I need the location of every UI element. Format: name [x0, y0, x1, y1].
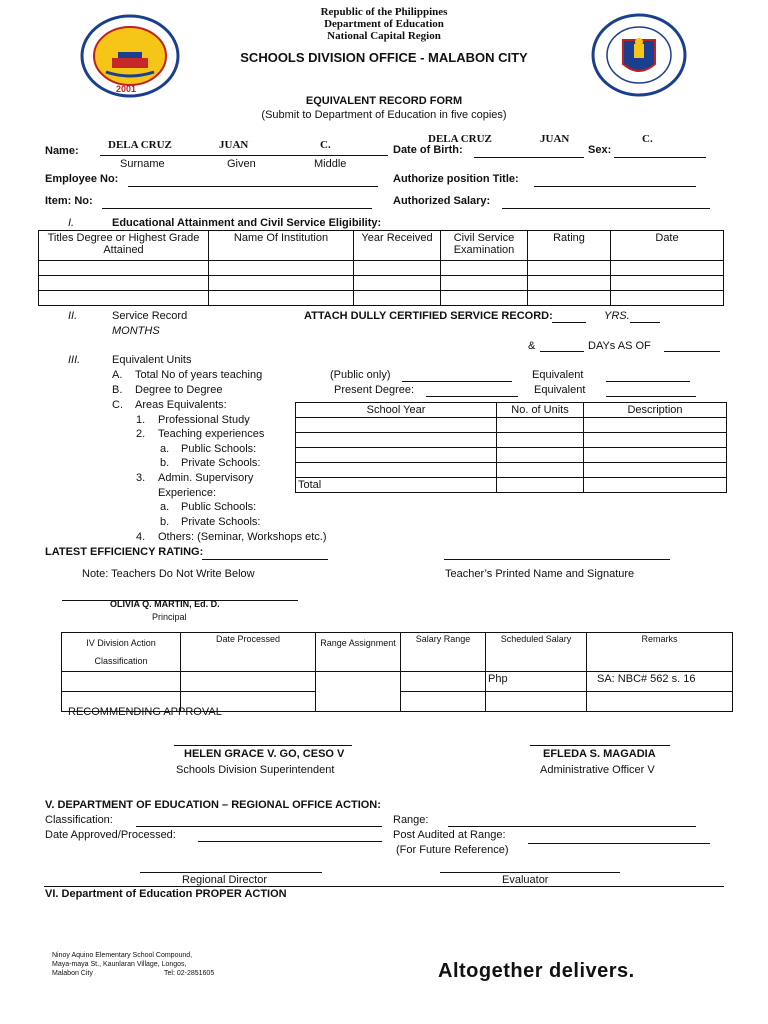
item-b-text: Degree to Degree — [135, 384, 223, 396]
given-caption: Given — [227, 158, 256, 170]
item-c2a-marker: a. — [160, 443, 170, 455]
section-3-title: Equivalent Units — [112, 354, 192, 366]
table-row — [296, 418, 727, 433]
section-1-number: I. — [68, 217, 75, 229]
item-c3b-text: Private Schools: — [181, 516, 261, 528]
edu-header-year: Year Received — [354, 231, 441, 261]
sex-label: Sex: — [588, 144, 612, 156]
teachers-note: Note: Teachers Do Not Write Below — [82, 568, 255, 580]
header-office: SCHOOLS DIVISION OFFICE - MALABON CITY — [240, 50, 528, 65]
dob-label: Date of Birth: — [393, 144, 463, 156]
table-row — [296, 433, 727, 448]
section-5-title: V. DEPARTMENT OF EDUCATION – REGIONAL OFFICE ACTION: — [45, 799, 381, 811]
item-c3-text-2: Experience: — [158, 487, 217, 499]
header-republic: Republic of the Philippines — [320, 6, 448, 18]
section-1-title: Educational Attainment and Civil Service Eligibility: — [112, 217, 382, 229]
years-field[interactable] — [552, 322, 586, 323]
footer-address-2: Maya-maya St., Kaunlaran Village, Longos, — [52, 961, 187, 968]
footer-telephone: Tel: 02-2851605 — [164, 970, 215, 977]
item-c3-text: Admin. Supervisory — [158, 472, 254, 484]
given-value[interactable]: JUAN — [219, 139, 249, 151]
edu-header-title: Titles Degree or Highest Grade Attained — [39, 231, 209, 261]
edu-header-exam: Civil Service Examination — [441, 231, 528, 261]
php-cell: Php — [486, 672, 587, 692]
middle-caption: Middle — [314, 158, 347, 170]
present-degree-label: Present Degree: — [334, 384, 415, 396]
item-c-text: Areas Equivalents: — [135, 399, 227, 411]
item-c2-text: Teaching experiences — [158, 428, 265, 440]
remarks-cell: SA: NBC# 562 s. 16 — [587, 672, 733, 692]
units-total-label: Total — [296, 478, 497, 493]
item-c2b-text: Private Schools: — [181, 457, 261, 469]
edu-header-date: Date — [611, 231, 724, 261]
division-action-table — [61, 632, 733, 712]
section-divider — [44, 886, 724, 887]
efficiency-rating-field[interactable] — [202, 559, 328, 560]
table-row — [39, 276, 724, 291]
units-header-description: Description — [584, 403, 727, 418]
item-b-marker: B. — [112, 384, 123, 396]
item-c1-text: Professional Study — [158, 414, 250, 426]
months-label: MONTHS — [112, 325, 160, 337]
teacher-signature-line[interactable] — [444, 559, 670, 560]
dob-middle-value[interactable]: C. — [642, 133, 653, 145]
days-field[interactable] — [540, 351, 584, 352]
teacher-signature-caption: Teacher’s Printed Name and Signature — [445, 568, 635, 580]
form-subtitle: (Submit to Department of Education in five copies) — [261, 109, 507, 121]
service-record-label: Service Record — [112, 310, 188, 322]
section-3-number: III. — [68, 354, 81, 366]
position-title-field[interactable] — [534, 186, 696, 187]
table-row — [296, 448, 727, 463]
edu-header-institution: Name Of Institution — [209, 231, 354, 261]
ampersand: & — [528, 340, 536, 352]
table-row — [296, 478, 727, 493]
equivalent-label-2: Equivalent — [534, 384, 586, 396]
table-row — [62, 672, 733, 692]
date-approved-field[interactable] — [198, 841, 382, 842]
item-c-marker: C. — [112, 399, 123, 411]
section-6-title: VI. Department of Education PROPER ACTION — [45, 888, 287, 900]
table-row — [296, 463, 727, 478]
principal-name: OLIVIA Q. MARTIN, Ed. D. — [110, 599, 220, 609]
attach-service-record: ATTACH DULLY CERTIFIED SERVICE RECORD: — [304, 310, 553, 322]
ao-title: Administrative Officer V — [540, 764, 655, 776]
ao-signature-line — [530, 745, 670, 746]
equivalent-field-2[interactable] — [606, 396, 696, 397]
item-no-field[interactable] — [102, 208, 372, 209]
dob-field[interactable] — [474, 157, 584, 158]
item-c3a-marker: a. — [160, 501, 170, 513]
date-approved-label: Date Approved/Processed: — [45, 829, 176, 841]
classification-label: Classification: — [45, 814, 113, 826]
regional-director-signature-line — [140, 872, 322, 873]
div-header-remarks: Remarks — [587, 633, 733, 672]
classification-field[interactable] — [136, 826, 382, 827]
public-only-field[interactable] — [402, 381, 512, 382]
equivalent-label-1: Equivalent — [532, 369, 584, 381]
footer-address-3: Malabon City — [52, 970, 93, 977]
present-degree-field[interactable] — [426, 396, 518, 397]
principal-title: Principal — [152, 612, 187, 622]
superintendent-title: Schools Division Superintendent — [176, 764, 335, 776]
item-c4-text: Others: (Seminar, Workshops etc.) — [158, 531, 327, 543]
evaluator-signature-line — [440, 872, 620, 873]
item-c1-marker: 1. — [136, 414, 146, 426]
div-header-classification: IV Division Action Classification — [62, 633, 181, 672]
post-audited-field[interactable] — [528, 843, 710, 844]
units-header-no-units: No. of Units — [497, 403, 584, 418]
regional-director-caption: Regional Director — [182, 874, 267, 886]
units-header-school-year: School Year — [296, 403, 497, 418]
item-a-marker: A. — [112, 369, 123, 381]
header-region: National Capital Region — [327, 30, 441, 42]
post-audited-label: Post Audited at Range: — [393, 829, 506, 841]
superintendent-signature-line — [174, 745, 352, 746]
efficiency-rating-label: LATEST EFFICIENCY RATING: — [45, 546, 204, 558]
range-label: Range: — [393, 814, 429, 826]
authorized-salary-field[interactable] — [502, 208, 710, 209]
form-title: EQUIVALENT RECORD FORM — [305, 95, 463, 107]
middle-value[interactable]: C. — [320, 139, 331, 151]
section-2-number: II. — [68, 310, 78, 322]
seal-right — [590, 12, 688, 98]
table-row — [39, 261, 724, 276]
surname-caption: Surname — [120, 158, 165, 170]
days-as-of-label: DAYs AS OF — [588, 340, 651, 352]
employee-no-label: Employee No: — [45, 173, 119, 185]
footer-address-1: Ninoy Aquino Elementary School Compound, — [52, 952, 193, 959]
item-c4-marker: 4. — [136, 531, 146, 543]
dob-given-value[interactable]: JUAN — [540, 133, 570, 145]
item-c3b-marker: b. — [160, 516, 170, 528]
item-c3-marker: 3. — [136, 472, 146, 484]
dob-surname-value[interactable]: DELA CRUZ — [428, 133, 492, 145]
units-table — [295, 402, 727, 493]
item-no-label: Item: No: — [45, 195, 93, 207]
years-trailing-line — [630, 322, 660, 323]
as-of-field[interactable] — [664, 351, 720, 352]
footer-tagline: Altogether delivers. — [438, 960, 635, 982]
years-label: YRS. — [604, 310, 630, 322]
range-field[interactable] — [448, 826, 696, 827]
surname-value[interactable]: DELA CRUZ — [108, 139, 172, 151]
seal-left-year: 2001 — [116, 84, 137, 94]
sex-field[interactable] — [614, 157, 706, 158]
evaluator-caption: Evaluator — [502, 874, 549, 886]
edu-header-rating: Rating — [528, 231, 611, 261]
item-c2a-text: Public Schools: — [181, 443, 257, 455]
public-only-label: (Public only) — [330, 369, 391, 381]
item-c2b-marker: b. — [160, 457, 170, 469]
ao-name: EFLEDA S. MAGADIA — [543, 748, 656, 760]
position-title-label: Authorize position Title: — [393, 173, 519, 185]
div-header-scheduled-salary: Scheduled Salary — [486, 633, 587, 672]
name-underline — [100, 155, 388, 156]
item-c3a-text: Public Schools: — [181, 501, 257, 513]
div-header-range: Range Assignment — [316, 633, 401, 672]
superintendent-name: HELEN GRACE V. GO, CESO V — [184, 748, 345, 760]
header-department: Department of Education — [324, 18, 444, 30]
div-header-date: Date Processed — [181, 633, 316, 672]
name-label: Name: — [45, 145, 79, 157]
table-row — [39, 291, 724, 306]
future-reference: (For Future Reference) — [396, 844, 509, 856]
item-c2-marker: 2. — [136, 428, 146, 440]
div-header-salary-range: Salary Range — [401, 633, 486, 672]
item-a-text: Total No of years teaching — [135, 369, 263, 381]
employee-no-field[interactable] — [128, 186, 378, 187]
authorized-salary-label: Authorized Salary: — [393, 195, 491, 207]
equivalent-field-1[interactable] — [606, 381, 690, 382]
recommending-approval: RECOMMENDING APPROVAL — [68, 706, 222, 718]
education-table — [38, 230, 724, 306]
